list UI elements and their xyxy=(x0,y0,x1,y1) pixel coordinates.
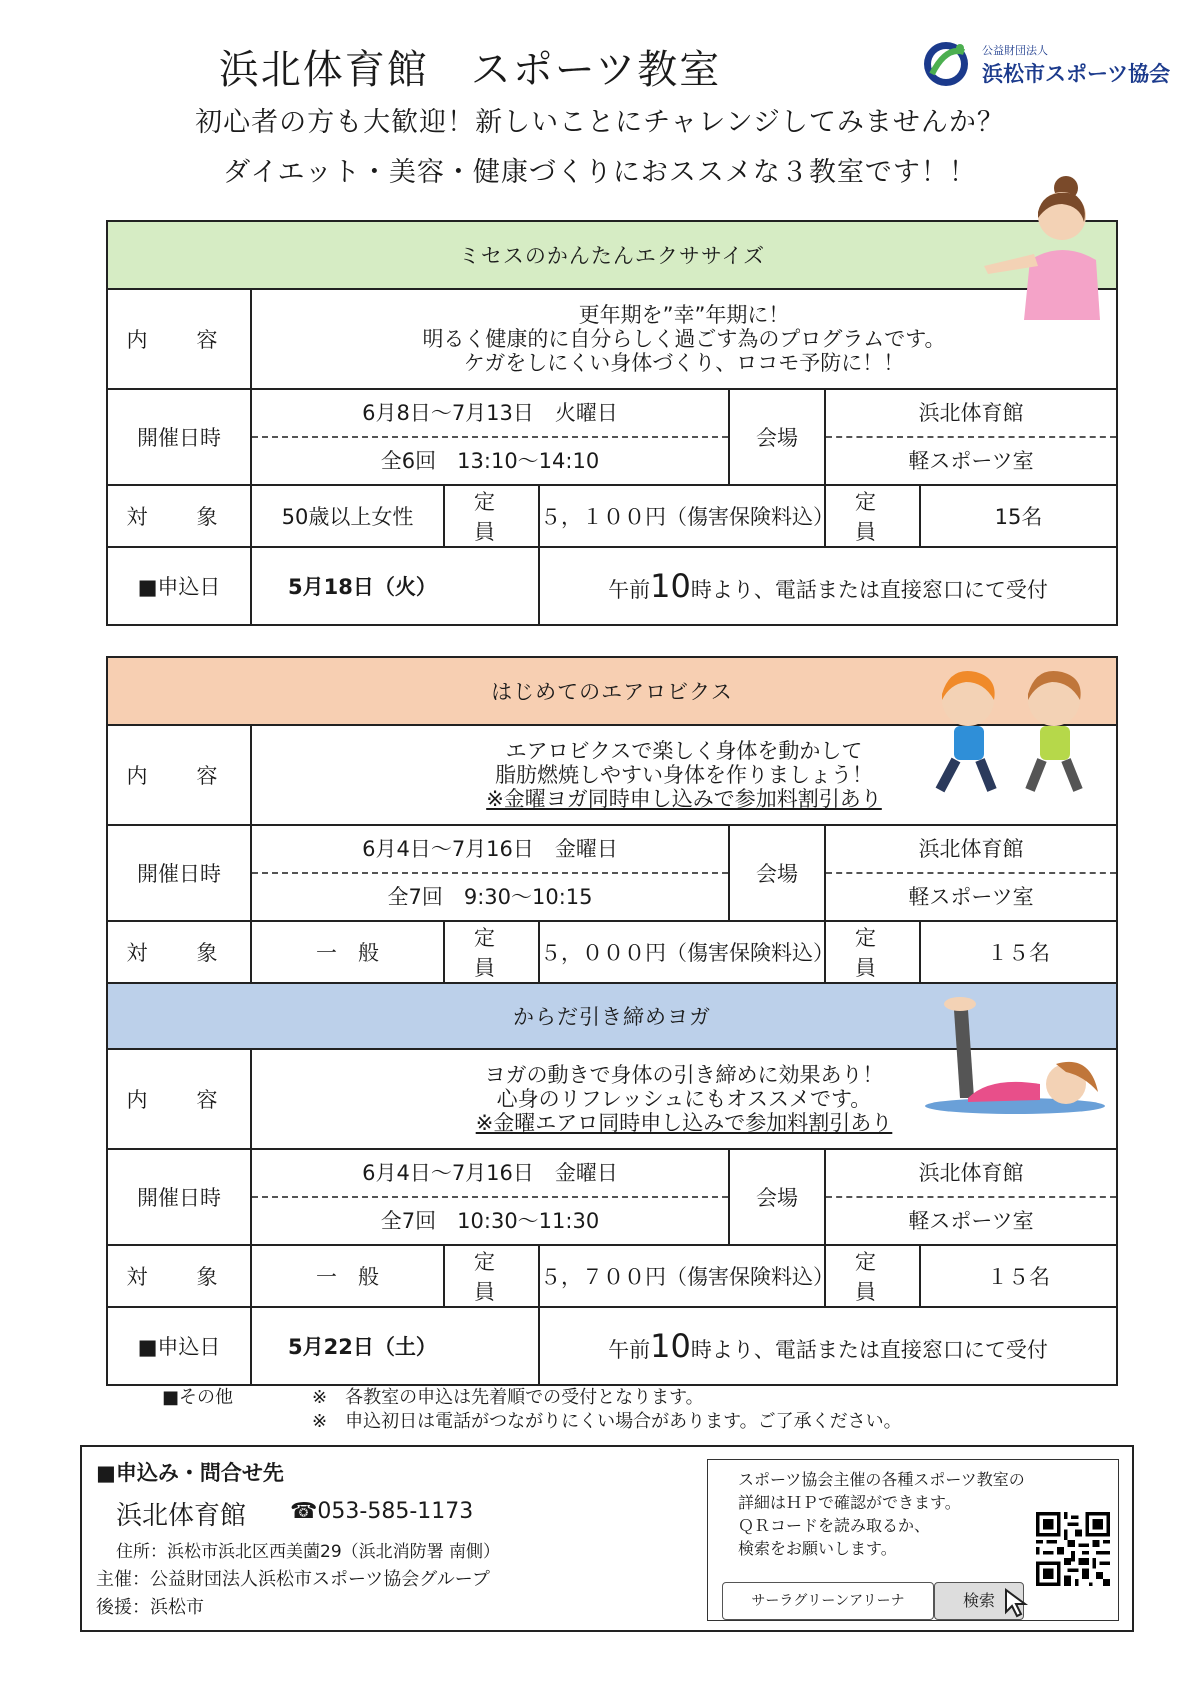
logo-subtitle: 公益財団法人 xyxy=(982,44,1048,57)
class-exercise-datetime xyxy=(251,389,729,485)
class-yoga-content xyxy=(251,1049,1117,1149)
search-input[interactable]: サーラグリーンアリーナ xyxy=(722,1582,934,1620)
logo-name: 浜松市スポーツ協会 xyxy=(982,62,1171,86)
class-aerobics-content xyxy=(251,725,1117,825)
fee-label: 定 員 xyxy=(444,921,539,983)
yoga-pose-illustration xyxy=(920,980,1110,1120)
cursor-icon xyxy=(1004,1588,1032,1618)
class-exercise-apply-date: 5月18日（火） xyxy=(251,547,539,625)
class-aerobics-venue xyxy=(825,825,1117,921)
fee-label: 定 員 xyxy=(444,485,539,547)
capacity-label: 定 員 xyxy=(825,921,920,983)
content-label: 内 容 xyxy=(107,725,251,825)
class-aerobics-datetime xyxy=(251,825,729,921)
apply-hour: 10 xyxy=(650,567,691,605)
apply-date-label: ■申込日 xyxy=(107,1307,251,1385)
capacity-label: 定 員 xyxy=(825,485,920,547)
datetime-label: 開催日時 xyxy=(107,825,251,921)
class-yoga-apply-method xyxy=(539,1307,1117,1385)
search-button[interactable]: 検索 xyxy=(934,1582,1024,1620)
class-aerobics-yoga-table xyxy=(106,656,1118,1386)
hp-info-line: ＱＲコードを読み取るか、 xyxy=(738,1516,931,1535)
session-times: 全7回 10:30～11:30 xyxy=(380,1209,600,1233)
class-exercise-apply-method xyxy=(539,547,1117,625)
venue-name: 浜北体育館 xyxy=(826,826,1116,874)
class-exercise-title: ミセスのかんたんエクササイズ xyxy=(458,244,766,268)
apply-date-label: ■申込日 xyxy=(107,547,251,625)
target-label: 対 象 xyxy=(107,1245,251,1307)
target-label: 対 象 xyxy=(107,485,251,547)
venue-label: 会場 xyxy=(729,389,825,485)
content-line: 明るく健康的に自分らしく過ごす為のプログラムです。 xyxy=(422,327,946,351)
class-exercise-header xyxy=(107,221,1117,289)
logo-mark-icon xyxy=(920,36,976,92)
class-yoga-datetime xyxy=(251,1149,729,1245)
content-line: 更年期を”幸”年期に！ xyxy=(578,303,790,327)
class-exercise-content xyxy=(251,289,1117,389)
contact-phone: ☎053-585-1173 xyxy=(290,1499,474,1524)
discount-note: ※金曜ヨガ同時申し込みで参加料割引あり xyxy=(486,787,882,811)
qr-code-icon[interactable] xyxy=(1036,1512,1110,1586)
contact-support: 後援：浜松市 xyxy=(96,1597,204,1618)
content-line: 心身のリフレッシュにもオススメです。 xyxy=(496,1087,872,1111)
class-exercise-capacity: 15名 xyxy=(920,485,1117,547)
hp-info-box xyxy=(707,1459,1119,1621)
woman-stretching-illustration xyxy=(984,170,1104,320)
session-times: 全6回 13:10～14:10 xyxy=(380,449,600,473)
venue-room: 軽スポーツ室 xyxy=(908,1209,1034,1233)
datetime-label: 開催日時 xyxy=(107,389,251,485)
target-label: 対 象 xyxy=(107,921,251,983)
class-exercise-fee: ５，１００円（傷害保険料込） xyxy=(539,485,825,547)
page-title: 浜北体育館 スポーツ教室 xyxy=(218,47,722,93)
class-aerobics-target: 一 般 xyxy=(251,921,444,983)
apply-suffix: 時より、電話または直接窓口にて受付 xyxy=(690,578,1048,602)
fee-label: 定 員 xyxy=(444,1245,539,1307)
aerobics-dancers-illustration xyxy=(926,660,1106,808)
apply-prefix: 午前 xyxy=(608,578,651,602)
class-aerobics-fee: ５，０００円（傷害保険料込） xyxy=(539,921,825,983)
date-range: 6月8日～7月13日 火曜日 xyxy=(252,390,728,438)
venue-label: 会場 xyxy=(729,1149,825,1245)
apply-prefix: 午前 xyxy=(608,1338,651,1362)
content-label: 内 容 xyxy=(107,1049,251,1149)
apply-hour: 10 xyxy=(650,1327,691,1365)
class-exercise-table xyxy=(106,220,1118,626)
contact-organizer: 主催：公益財団法人浜松市スポーツ協会グループ xyxy=(96,1569,490,1590)
class-yoga-title: からだ引き締めヨガ xyxy=(513,1005,711,1029)
class-yoga-venue xyxy=(825,1149,1117,1245)
class-exercise-venue xyxy=(825,389,1117,485)
notes-label: ■その他 xyxy=(162,1387,234,1408)
class-aerobics-title: はじめてのエアロビクス xyxy=(491,680,733,704)
datetime-label: 開催日時 xyxy=(107,1149,251,1245)
contact-place: 浜北体育館 xyxy=(116,1501,247,1531)
apply-suffix: 時より、電話または直接窓口にて受付 xyxy=(690,1338,1048,1362)
intro-line-1: 初心者の方も大歓迎！新しいことにチャレンジしてみませんか？ xyxy=(195,107,1005,138)
hp-info-line: 詳細はＨＰで確認ができます。 xyxy=(738,1493,961,1512)
note-phone-busy: ※ 申込初日は電話がつながりにくい場合があります。ご了承ください。 xyxy=(312,1411,902,1432)
date-range: 6月4日～7月16日 金曜日 xyxy=(252,1150,728,1198)
hp-info-line: 検索をお願いします。 xyxy=(738,1539,897,1558)
class-aerobics-capacity: １５名 xyxy=(920,921,1117,983)
date-range: 6月4日～7月16日 金曜日 xyxy=(252,826,728,874)
venue-room: 軽スポーツ室 xyxy=(908,885,1034,909)
content-label: 内 容 xyxy=(107,289,251,389)
class-yoga-apply-date: 5月22日（土） xyxy=(251,1307,539,1385)
association-logo xyxy=(920,36,1171,92)
content-line: 脂肪燃焼しやすい身体を作りましょう！ xyxy=(495,763,873,787)
note-first-come: ※ 各教室の申込は先着順での受付となります。 xyxy=(312,1387,704,1408)
venue-name: 浜北体育館 xyxy=(826,1150,1116,1198)
hp-info-text xyxy=(738,1468,1025,1560)
capacity-label: 定 員 xyxy=(825,1245,920,1307)
content-line: エアロビクスで楽しく身体を動かして xyxy=(505,739,863,763)
discount-note: ※金曜エアロ同時申し込みで参加料割引あり xyxy=(475,1111,893,1135)
contact-heading: ■申込み・問合せ先 xyxy=(96,1461,284,1485)
hp-info-line: スポーツ協会主催の各種スポーツ教室の xyxy=(738,1470,1025,1489)
class-yoga-target: 一 般 xyxy=(251,1245,444,1307)
venue-label: 会場 xyxy=(729,825,825,921)
contact-address: 住所：浜松市浜北区西美薗29（浜北消防署 南側） xyxy=(116,1542,501,1562)
content-line: ケガをしにくい身体づくり、ロコモ予防に！！ xyxy=(463,351,905,375)
venue-name: 浜北体育館 xyxy=(826,390,1116,438)
class-exercise-target: 50歳以上女性 xyxy=(251,485,444,547)
intro-line-2: ダイエット・美容・健康づくりにおススメな３教室です！！ xyxy=(223,157,977,188)
contact-box xyxy=(80,1445,1134,1632)
venue-room: 軽スポーツ室 xyxy=(908,449,1034,473)
class-yoga-fee: ５，７００円（傷害保険料込） xyxy=(539,1245,825,1307)
class-yoga-capacity: １５名 xyxy=(920,1245,1117,1307)
session-times: 全7回 9:30～10:15 xyxy=(387,885,593,909)
content-line: ヨガの動きで身体の引き締めに効果あり！ xyxy=(484,1063,884,1087)
